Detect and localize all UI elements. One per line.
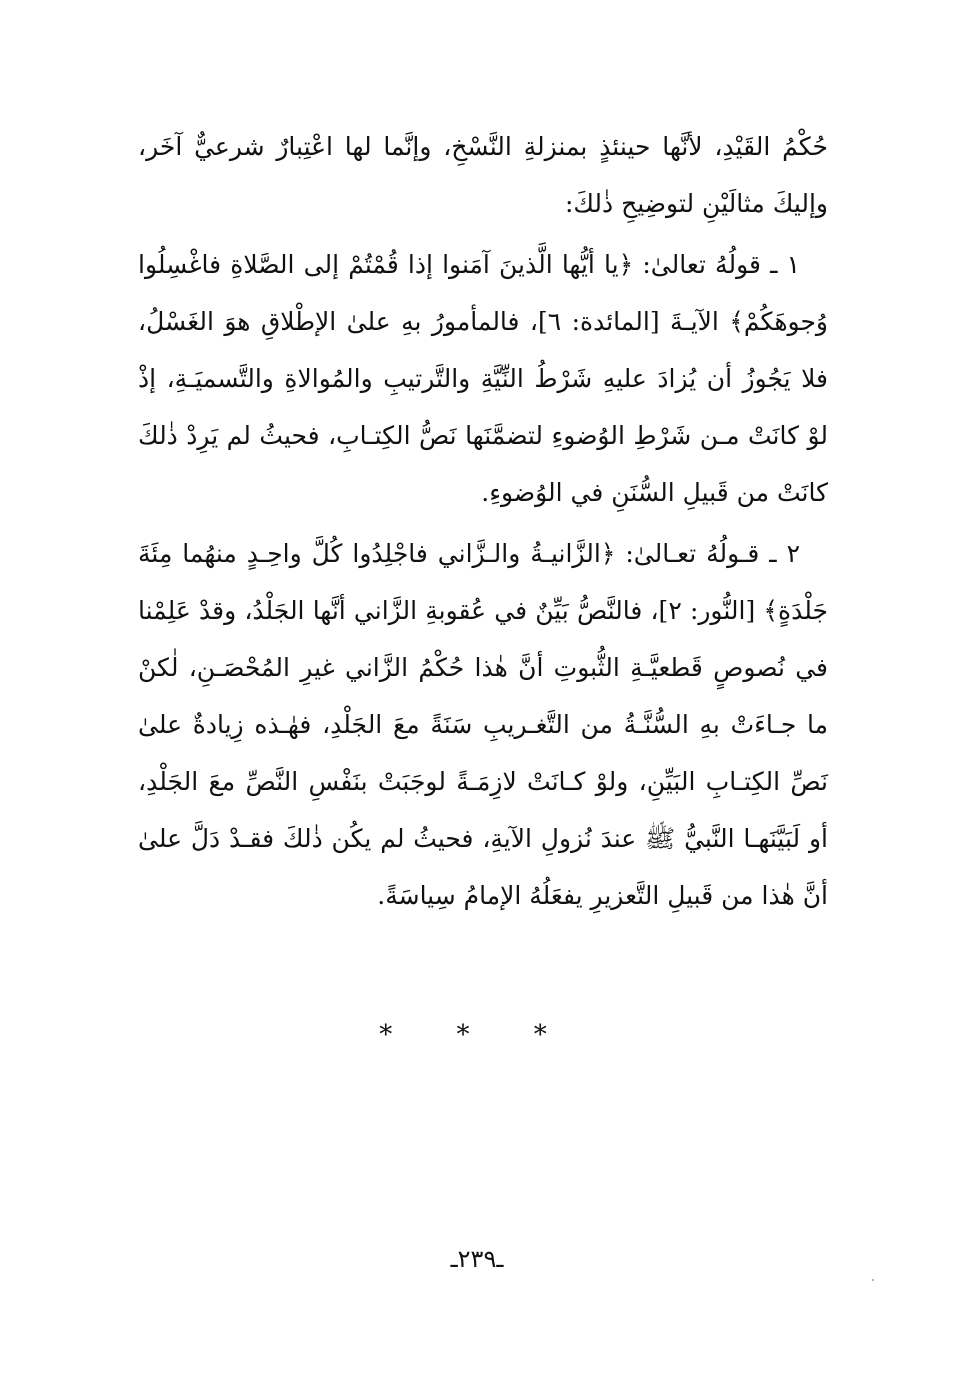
- separator-star: *: [533, 1020, 575, 1050]
- intro-paragraph: حُكْمُ القَيْدِ، لأنَّها حينئذٍ بمنزلةِ النَّسْخِ، وإنَّما لها اعْتِبارٌ شرعيٌّ آخَر، وإليكَ مثالَيْنِ لتوضِيحِ ذٰلكَ:: [138, 132, 828, 218]
- page-number: ـ٢٣٩ـ: [450, 1245, 504, 1273]
- example-paragraph-1: ١ ـ قولُهُ تعالىٰ: ﴿يا أيُّها الَّذينَ آمَنوا إذا قُمْتُمْ إلى الصَّلاةِ فاغْسِلُوا وُجوهَكُمْ﴾ الآيـةَ [المائدة: ٦]، فالمأمورُ بهِ علىٰ الإطْلاقِ هوَ الغَسْلُ، فلا يَجُوزُ أن يُزادَ عليهِ شَرْطُ النِّيَّةِ والتَّرتيبِ والمُوالاةِ والتَّسميَـةِ، إذْ لوْ كانَتْ مـن شَرْطِ الوُضوءِ لتضمَّنَها نَصُّ الكِتـابِ، فحيثُ لم يَرِدْ ذٰلكَ كانَتْ من قَبيلِ السُّنَنِ في الوُضوءِ.: [138, 250, 828, 507]
- body-text: [138, 118, 828, 924]
- example-paragraph-2: ٢ ـ قـولُهُ تعـالىٰ: ﴿الزَّانيـةُ والـزَّاني فاجْلِدُوا كُلَّ واحِـدٍ منهُما مِئَةَ جَلْدَةٍ﴾ [النُّور: ٢]، فالنَّصُّ بَيِّنٌ في عُقوبةِ الزَّاني أنَّها الجَلْدُ، وقدْ عَلِمْنا في نُصوصٍ قَطعيَّـةِ الثُّبوتِ أنَّ هٰذا حُكْمُ الزَّاني غيرِ المُحْصَـنِ، لٰكنْ ما جـاءَتْ بهِ السُّنَّـةُ من التَّغـريبِ سَنَةً معَ الجَلْدِ، فهٰـذه زِيادةٌ علىٰ نَصِّ الكِتـابِ البَيِّنِ، ولوْ كـانَتْ لازِمَـةً لوجَبَتْ بنَفْسِ النَّصِّ معَ الجَلْدِ، أو لَبَيَّنَهـا النَّبيُّ ﷺ عندَ نُزولِ الآيةِ، فحيثُ لم يكُن ذٰلكَ فقـدْ دَلَّ علىٰ أنَّ هٰذا من قَبيلِ التَّعزيرِ يفعَلُهُ الإمامُ سِياسَةً.: [138, 539, 828, 910]
- scan-speck: [872, 1279, 874, 1281]
- separator-star: *: [456, 1020, 498, 1050]
- section-separator: [0, 1018, 954, 1052]
- separator-star: *: [379, 1020, 421, 1050]
